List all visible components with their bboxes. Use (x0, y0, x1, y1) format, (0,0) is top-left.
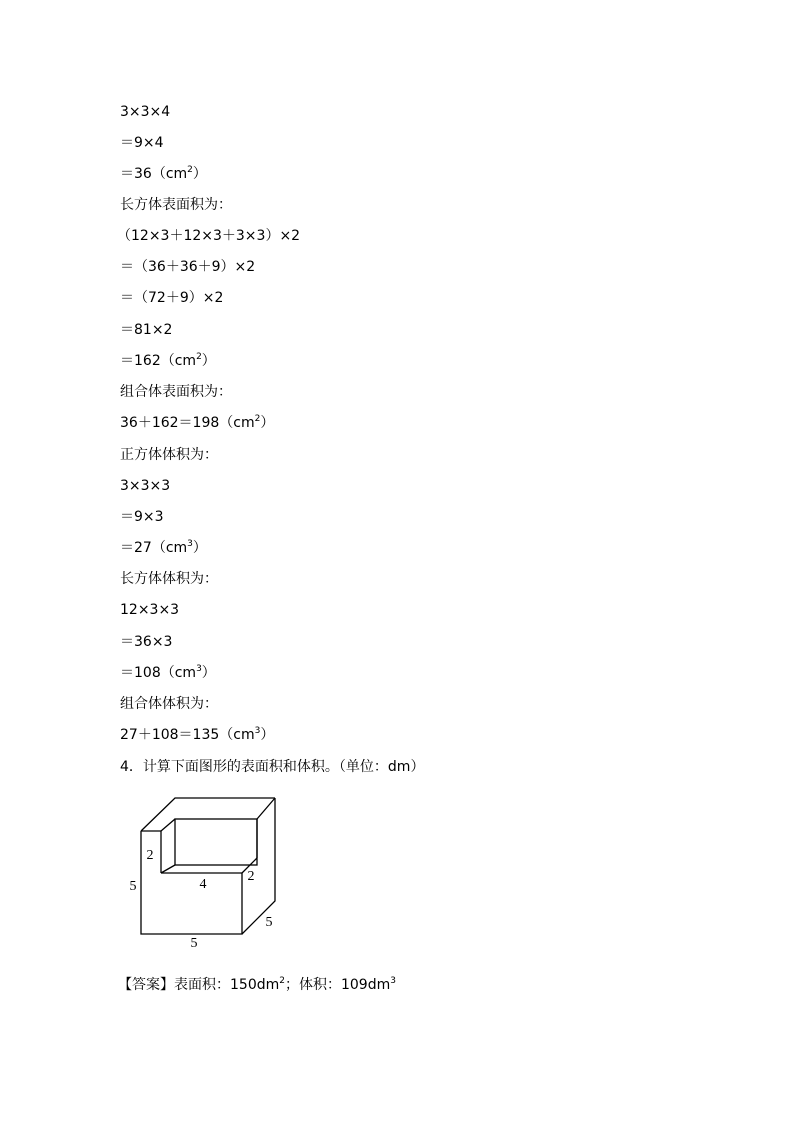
upright-top-depth-edge (161, 819, 175, 831)
solid-figure-drawing (125, 795, 285, 955)
step-left-depth-edge (161, 865, 175, 873)
label-inner-width: 4 (199, 877, 207, 892)
solution-line: $=27(cm^3)$ (120, 539, 207, 556)
label-depth: 5 (265, 915, 273, 930)
label-bottom-width: 5 (190, 936, 198, 951)
solution-line: 3×3×3 (120, 478, 171, 494)
label-inner-height: 2 (146, 848, 154, 863)
solution-line: $27+108=135(cm^3)$ (120, 726, 275, 743)
label-step-height: 2 (247, 869, 255, 884)
solid-figure (125, 795, 285, 955)
solution-line: 正方体体积为： (120, 447, 218, 463)
front-face-outline (141, 831, 242, 934)
solution-line: 组合体体积为： (120, 696, 218, 712)
solution-line: ＝（72＋9）×2 (120, 290, 224, 306)
solution-line: （12×3＋12×3＋3×3）×2 (117, 228, 301, 244)
answer-line: 【答案】表面积：$150dm^2$；体积：$109dm^3$ (118, 976, 396, 993)
solution-line: $36+162=198(cm^2)$ (120, 414, 275, 431)
top-back-edge (141, 798, 275, 831)
solution-line: ＝（36＋36＋9）×2 (120, 259, 256, 275)
question-number: 4． (120, 759, 143, 775)
right-top-depth-edge (257, 798, 275, 819)
solution-line: $=162(cm^2)$ (120, 352, 216, 369)
question-text: 计算下面图形的表面积和体积。（单位：dm） (142, 759, 425, 775)
question-4 (120, 758, 424, 776)
inner-back-wall (175, 819, 257, 865)
solution-line: ＝9×3 (120, 509, 164, 525)
solution-line: $=108(cm^3)$ (120, 664, 216, 681)
solution-line: ＝36×3 (120, 634, 173, 650)
solution-line: 长方体体积为： (120, 571, 218, 587)
solution-line: ＝81×2 (120, 322, 173, 338)
solution-line: 12×3×3 (120, 602, 180, 618)
solution-line: ＝9×4 (120, 135, 164, 151)
solution-line: 组合体表面积为： (120, 384, 232, 400)
solution-line: 长方体表面积为： (120, 197, 232, 213)
solution-line: 3×3×4 (120, 104, 171, 120)
label-left-height: 5 (129, 879, 137, 894)
solution-line: $=36(cm^2)$ (120, 165, 207, 182)
